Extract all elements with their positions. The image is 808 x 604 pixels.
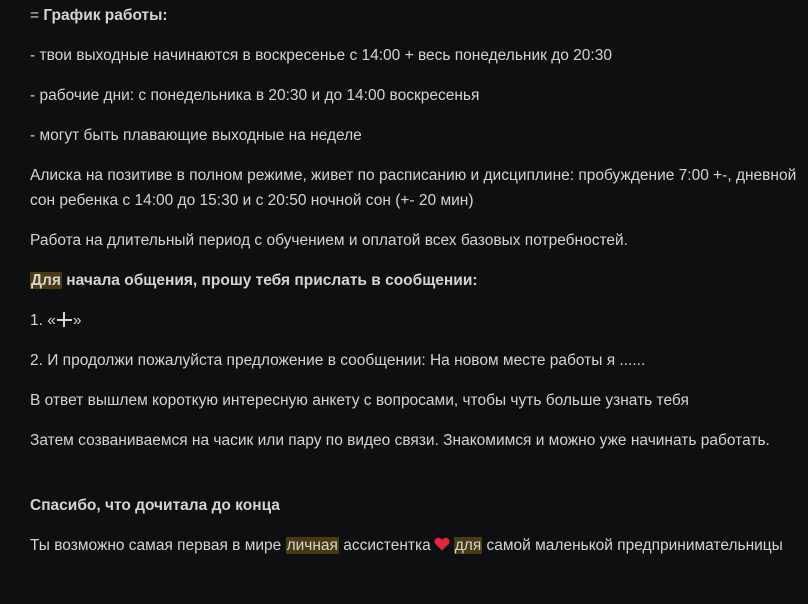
closing-highlight-for: для	[454, 537, 482, 554]
closing-part-1: Ты возможно самая первая в мире	[30, 537, 286, 554]
document-body	[30, 3, 805, 573]
contact-heading	[30, 268, 805, 293]
schedule-heading	[30, 3, 805, 28]
reply-paragraph: В ответ вышлем короткую интересную анкету с вопросами, чтобы чуть больше узнать тебя	[30, 392, 689, 409]
closing-paragraph	[30, 533, 805, 558]
plus-icon	[57, 312, 72, 327]
schedule-line-floating: - могут быть плавающие выходные на неделе	[30, 127, 362, 144]
heart-icon	[434, 537, 450, 551]
schedule-line-work-days: - рабочие дни: с понедельника в 20:30 и до 14:00 воскресенья	[30, 87, 480, 104]
spacer	[30, 468, 805, 493]
closing-highlight-personal: личная	[286, 537, 338, 554]
alisa-paragraph: Алиска на позитиве в полном режиме, живет по расписанию и дисциплине: пробуждение 7:00 +-, дневной сон ребенка с 14:00 до 15:30 и с 20:50 ночной сон (+- 20 мин)	[30, 167, 797, 209]
schedule-line-days-off: - твои выходные начинаются в воскресенье с 14:00 + весь понедельник до 20:30	[30, 47, 612, 64]
closing-part-3: самой маленькой предпринимательницы	[482, 537, 783, 554]
contact-item-1	[30, 308, 805, 333]
schedule-heading-prefix: =	[30, 7, 44, 24]
work-paragraph: Работа на длительный период с обучением и оплатой всех базовых потребностей.	[30, 232, 628, 249]
schedule-heading-title: График работы:	[43, 7, 168, 24]
contact-heading-highlight: Для	[31, 272, 61, 289]
thanks-heading: Спасибо, что дочитала до конца	[30, 497, 280, 514]
call-paragraph: Затем созваниваемся на часик или пару по видео связи. Знакомимся и можно уже начинать работать.	[30, 432, 770, 449]
contact-heading-rest: начала общения, прошу тебя прислать в сообщении:	[61, 272, 478, 289]
closing-part-2: ассистентка	[338, 537, 431, 554]
contact-item-1-suffix: »	[72, 312, 82, 329]
contact-item-1-prefix: 1. «	[30, 312, 56, 329]
contact-item-2: 2. И продолжи пожалуйста предложение в сообщении: На новом месте работы я ......	[30, 352, 646, 369]
